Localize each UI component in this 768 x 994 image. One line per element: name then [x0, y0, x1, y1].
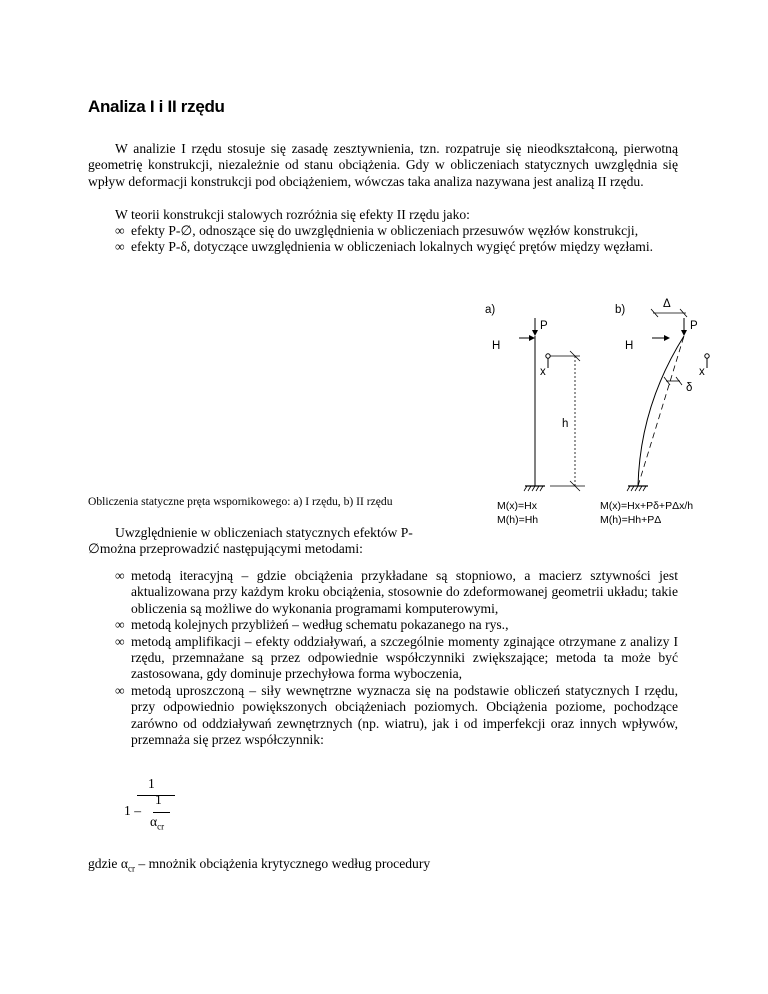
bullet-icon: ∞	[115, 682, 125, 698]
figure-caption: Obliczenia statyczne pręta wspornikowego: a) I rzędu, b) II rzędu	[88, 495, 393, 508]
effects-intro: W teorii konstrukcji stalowych rozróżnia się efekty II rzędu jako:	[115, 207, 470, 222]
moment-a-line2: M(h)=Hh	[497, 514, 539, 526]
methods-intro-line1: Uwzględnienie w obliczeniach statycznych efektów P-	[115, 525, 413, 540]
moment-b-line1: M(x)=Hx+Pδ+PΔx/h	[600, 500, 694, 512]
diagram-a	[492, 318, 585, 491]
figure-label-b: b)	[615, 304, 626, 316]
load-P-b: P	[690, 320, 698, 332]
cantilever-figure	[470, 296, 730, 536]
list-item: ∞ efekty P-δ, dotyczące uwzględnienia w obliczeniach lokalnych wygięć prętów między węzłami.	[115, 239, 654, 255]
intro-paragraph: W analizie I rzędu stosuje się zasadę zesztywnienia, tzn. rozpatruje się nieodkształconą, pierwotną geometrię konstrukcji, niezależnie od stanu obciążenia. Gdy w obliczeniach statycznych uwzględnia się wpływ deformacji konstrukcji pod obciążeniem, wówczas taka analiza nazywana jest analizą II rzędu.	[88, 141, 678, 189]
list-item: ∞ metodą amplifikacji – efekty oddziaływań, a szczególnie momenty zginające otrzymane z analizy I rzędu, przemnażane są przez odpowiednie współczynniki zwiększające; metoda ta może być zastosowana, gdy dominuje przechyłowa forma wyboczenia,	[115, 633, 678, 682]
list-item: ∞ metodą uproszczoną – siły wewnętrzne wyznacza się na podstawie obliczeń statycznych I rzędu, przy odpowiednio powiększonych obciążeniach poziomych. Obciążenia poziome, pochodzące zarówno od oddziaływań zewnętrznych (np. wiatru), jak i od imperfekcji oraz innych wpływów, przemnaża się przez współczynnik:	[115, 682, 678, 748]
methods-list	[115, 568, 678, 748]
formula-inner-fraction-bar	[153, 812, 170, 813]
moment-b-line2: M(h)=Hh+PΔ	[600, 514, 662, 526]
amplification-formula	[115, 776, 195, 838]
methods-intro-line2: ∅można przeprowadzić następującymi metodami:	[88, 541, 363, 556]
delta-small-label: δ	[686, 382, 693, 394]
list-item: ∞ metodą iteracyjną – gdzie obciążenia przykładane są stopniowo, a macierz sztywności jest aktualizowana przy każdym kroku obciążenia, stosownie do zdeformowanej geometrii układu; takie obliczenia są możliwe do wykonania programami komputerowymi,	[115, 568, 678, 616]
bullet-icon: ∞	[115, 239, 125, 255]
moment-a-line1: M(x)=Hx	[497, 500, 537, 512]
formula-inner-numerator: 1	[155, 792, 162, 807]
load-H-b: H	[625, 340, 634, 352]
load-P-a: P	[540, 320, 548, 332]
list-item: ∞ metodą kolejnych przybliżeń – według schematu pokazanego na rys.,	[115, 617, 509, 633]
load-H-a: H	[492, 340, 501, 352]
delta-large-label: Δ	[663, 298, 671, 310]
formula-alpha-cr: $\alpha_{cr}$	[150, 814, 165, 832]
figure-label-a: a)	[485, 304, 496, 316]
alpha-definition: gdzie $\alpha_{cr}$ – mnożnik obciążenia krytycznego według procedury	[88, 856, 431, 874]
page-title: Analiza I i II rzędu	[88, 97, 225, 116]
bullet-icon: ∞	[115, 568, 125, 583]
formula-numerator: 1	[148, 776, 155, 791]
effects-list	[115, 223, 678, 256]
list-item: ∞ efekty P-∅, odnoszące się do uwzględnienia w obliczeniach przesuwów węzłów konstrukcji,	[115, 223, 639, 238]
diagram-b	[625, 298, 709, 491]
formula-one-minus: 1 –	[124, 803, 141, 818]
x-label-a: x	[540, 366, 546, 378]
x-label-b: x	[699, 366, 705, 378]
bullet-icon: ∞	[115, 223, 125, 238]
bullet-icon: ∞	[115, 617, 125, 633]
height-label: h	[562, 418, 569, 430]
bullet-icon: ∞	[115, 633, 125, 649]
